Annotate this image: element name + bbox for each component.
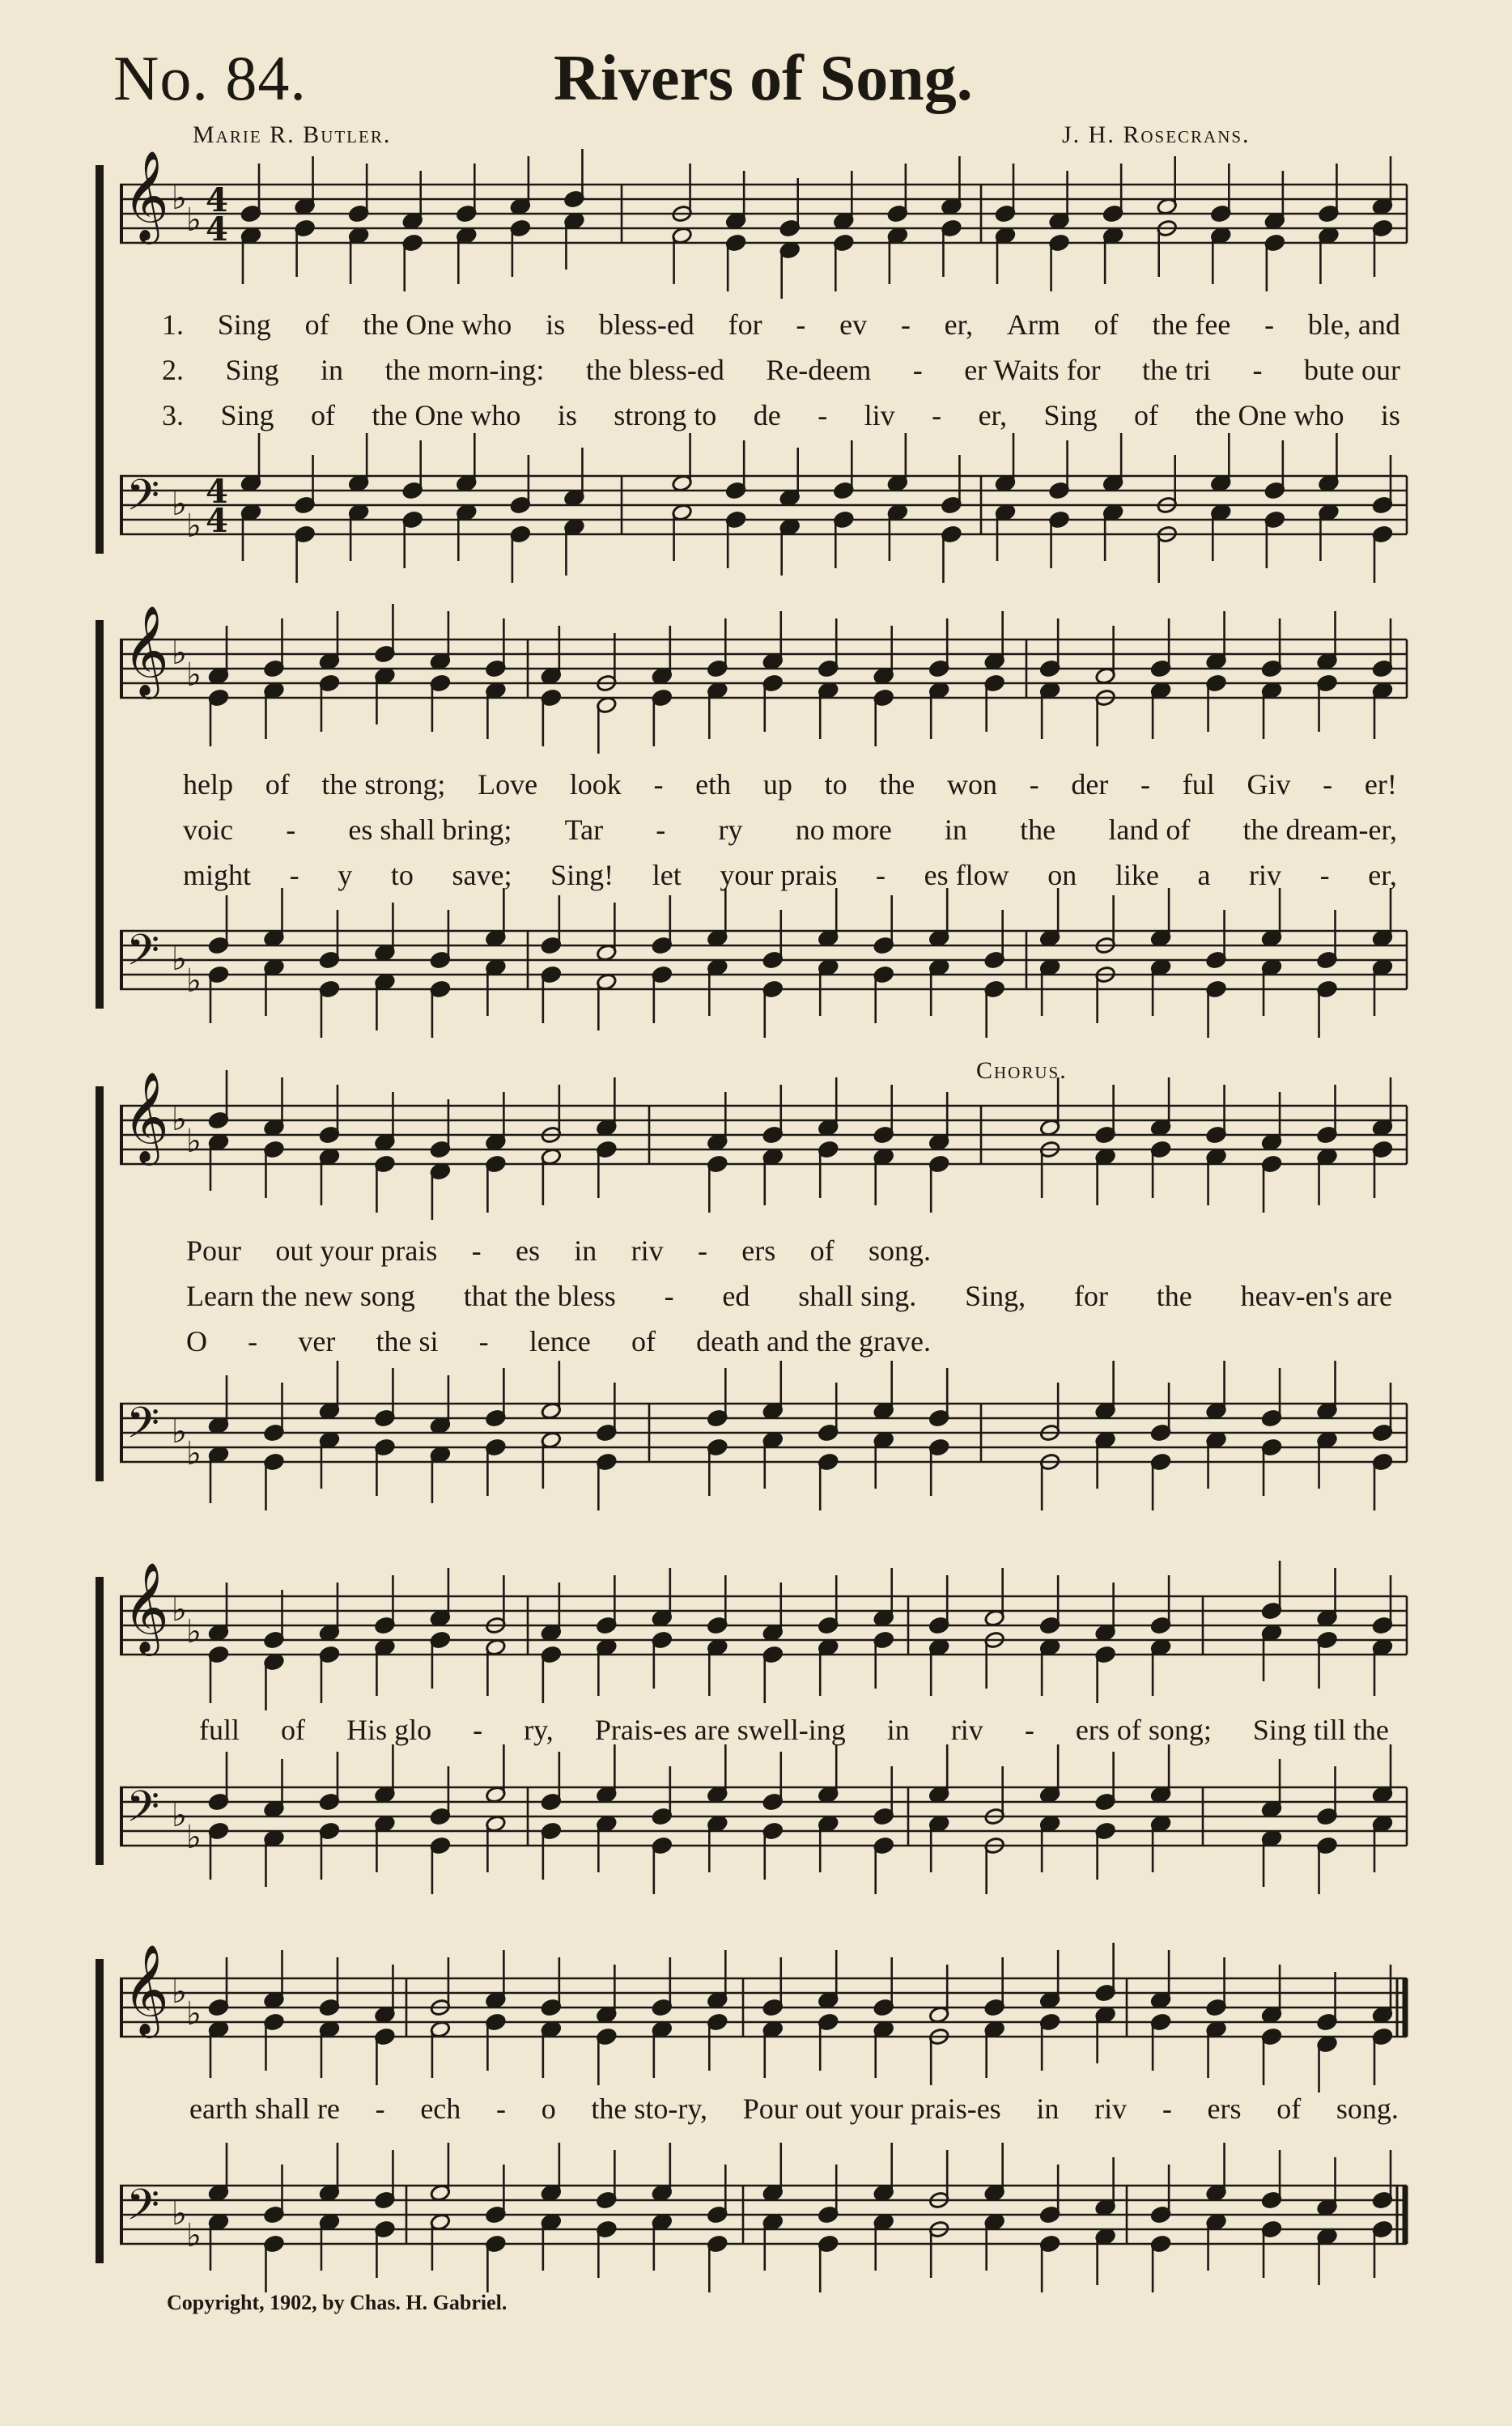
- lyric-syllable: liv: [864, 399, 895, 431]
- flat-sign: ♭: [172, 1591, 187, 1629]
- lyric-syllable: the fee: [1152, 308, 1231, 341]
- lyric-syllable: -: [1252, 354, 1263, 386]
- lyric-syllable: is: [1380, 399, 1400, 431]
- lyric-syllable: -: [289, 859, 299, 891]
- lyric-syllable: is: [546, 308, 566, 341]
- lyric-syllable: es shall bring;: [348, 814, 512, 846]
- lyric-syllable: the si: [376, 1325, 439, 1357]
- lyric-syllable: in: [1036, 2092, 1060, 2125]
- lyric-syllable: heav-en's are: [1240, 1280, 1392, 1312]
- lyric-syllable: that the bless: [463, 1280, 616, 1312]
- flat-sign: ♭: [186, 1613, 202, 1651]
- lyric-syllable: up: [762, 768, 792, 801]
- lyric-syllable: Sing till the: [1252, 1714, 1389, 1746]
- lyric-syllable: song.: [1336, 2092, 1399, 2125]
- lyric-syllable: the morn-ing:: [384, 354, 545, 386]
- flat-sign: ♭: [172, 941, 187, 978]
- lyric-syllable: your prais: [720, 859, 838, 891]
- lyric-syllable: land of: [1108, 814, 1191, 846]
- lyric-syllable: eth: [695, 768, 732, 801]
- lyric-syllable: Sing: [225, 354, 279, 386]
- lyric-syllable: Sing: [220, 399, 274, 431]
- flat-sign: ♭: [172, 486, 187, 523]
- lyric-syllable: of: [631, 1325, 656, 1357]
- lyric-syllable: -: [796, 308, 806, 341]
- lyric-syllable: a: [1197, 859, 1211, 891]
- bass-clef: 𝄢: [126, 1782, 160, 1842]
- lyric-syllable: er,: [944, 308, 974, 341]
- lyric-syllable: His glo: [346, 1714, 432, 1746]
- lyric-syllable: the One who: [372, 399, 521, 431]
- lyric-line-s3-v1: [186, 1234, 931, 1268]
- flat-sign: ♭: [172, 2195, 187, 2233]
- lyric-syllable: riv: [950, 1714, 983, 1746]
- lyric-line-s2-v1: [183, 767, 1397, 801]
- lyric-syllable: save;: [452, 859, 512, 891]
- flat-sign: ♭: [186, 1995, 202, 2033]
- lyric-syllable: of: [304, 308, 329, 341]
- lyric-syllable: of: [1134, 399, 1159, 431]
- lyric-line-s5: [189, 2092, 1399, 2126]
- lyric-syllable: er,: [978, 399, 1008, 431]
- bass-clef: 𝄢: [126, 926, 160, 986]
- lyric-syllable: Pour out your prais-es: [742, 2092, 1001, 2125]
- treble-clef: 𝄞: [123, 1071, 169, 1162]
- lyric-syllable: Sing: [1043, 399, 1098, 431]
- lyric-line-s2-v2: [183, 813, 1397, 847]
- lyric-syllable: er,: [1368, 859, 1397, 891]
- lyric-syllable: the sto-ry,: [591, 2092, 708, 2125]
- lyric-syllable: de: [753, 399, 781, 431]
- lyric-syllable: Sing!: [550, 859, 614, 891]
- lyric-syllable: the strong;: [321, 768, 446, 801]
- lyric-syllable: es flow: [924, 859, 1009, 891]
- flat-sign: ♭: [186, 656, 202, 694]
- lyric-syllable: 2.: [162, 354, 184, 386]
- lyric-syllable: Arm: [1006, 308, 1060, 341]
- lyric-syllable: of: [809, 1234, 835, 1267]
- lyric-syllable: -: [656, 814, 666, 846]
- lyric-syllable: in: [944, 814, 967, 846]
- lyric-syllable: out your prais: [275, 1234, 438, 1267]
- flat-sign: ♭: [172, 635, 187, 672]
- lyric-syllable: bless-ed: [598, 308, 694, 341]
- flat-sign: ♭: [186, 202, 202, 239]
- flat-sign: ♭: [186, 962, 202, 1000]
- lyric-line-s1-v1: [162, 308, 1400, 342]
- lyric-syllable: -: [471, 1234, 482, 1267]
- lyric-syllable: ed: [722, 1280, 750, 1312]
- lyric-syllable: the dream-er,: [1242, 814, 1397, 846]
- lyric-syllable: riv: [1094, 2092, 1128, 2125]
- flat-sign: ♭: [186, 1123, 202, 1160]
- time-signature: 4: [206, 473, 228, 511]
- hymn-title: Rivers of Song.: [554, 43, 973, 114]
- lyric-line-s4: [199, 1713, 1389, 1747]
- lyric-syllable: ry: [718, 814, 743, 846]
- lyric-line-s1-v2: [162, 353, 1400, 387]
- lyric-syllable: in: [886, 1714, 910, 1746]
- lyric-syllable: ful: [1182, 768, 1215, 801]
- lyric-syllable: won: [946, 768, 997, 801]
- lyric-syllable: look: [569, 768, 622, 801]
- lyric-syllable: Prais-es are swell-ing: [594, 1714, 846, 1746]
- lyric-syllable: the: [879, 768, 915, 801]
- lyric-syllable: full: [199, 1714, 240, 1746]
- lyric-syllable: ry,: [524, 1714, 554, 1746]
- system-bracket: [96, 620, 104, 1009]
- lyric-syllable: Pour: [186, 1234, 242, 1267]
- lyric-syllable: Tar: [564, 814, 604, 846]
- treble-clef: 𝄞: [123, 150, 169, 240]
- time-signature: 4: [206, 502, 228, 540]
- flat-sign: ♭: [172, 180, 187, 217]
- system-bracket: [96, 1577, 104, 1865]
- lyric-syllable: Sing: [217, 308, 271, 341]
- lyric-syllable: lence: [529, 1325, 591, 1357]
- lyric-syllable: O: [186, 1325, 207, 1357]
- lyric-syllable: riv: [1249, 859, 1282, 891]
- lyric-syllable: -: [1264, 308, 1275, 341]
- lyric-syllable: der: [1071, 768, 1109, 801]
- lyric-syllable: ver: [298, 1325, 336, 1357]
- lyric-syllable: ev: [839, 308, 868, 341]
- time-signature: 4: [206, 181, 228, 219]
- lyric-syllable: bute our: [1303, 354, 1400, 386]
- lyric-syllable: for: [1073, 1280, 1108, 1312]
- lyric-syllable: death and the grave.: [696, 1325, 931, 1357]
- lyric-syllable: er Waits for: [964, 354, 1101, 386]
- lyric-syllable: -: [697, 1234, 707, 1267]
- lyric-syllable: -: [912, 354, 923, 386]
- lyric-syllable: es: [515, 1234, 540, 1267]
- lyric-syllable: 3.: [162, 399, 184, 431]
- lyric-syllable: Giv: [1247, 768, 1291, 801]
- flat-sign: ♭: [186, 2217, 202, 2254]
- lyric-syllable: on: [1047, 859, 1077, 891]
- lyric-syllable: -: [1162, 2092, 1172, 2125]
- lyric-syllable: -: [286, 814, 296, 846]
- lyric-syllable: -: [1024, 1714, 1034, 1746]
- lyric-line-s1-v3: [162, 398, 1400, 432]
- system-bracket: [96, 1086, 104, 1481]
- lyric-syllable: -: [653, 768, 664, 801]
- bass-clef: 𝄢: [126, 2181, 160, 2241]
- lyric-syllable: song.: [868, 1234, 931, 1267]
- lyric-syllable: -: [478, 1325, 489, 1357]
- composer-credit: J. H. Rosecrans.: [1062, 121, 1251, 148]
- flat-sign: ♭: [186, 1819, 202, 1856]
- lyric-syllable: -: [248, 1325, 258, 1357]
- lyric-syllable: -: [375, 2092, 385, 2125]
- lyric-syllable: o: [541, 2092, 556, 2125]
- treble-clef: 𝄞: [123, 605, 169, 695]
- lyric-syllable: no more: [795, 814, 892, 846]
- bass-clef: 𝄢: [126, 471, 160, 531]
- hymn-number: No. 84.: [113, 43, 307, 113]
- lyric-syllable: ers: [1207, 2092, 1242, 2125]
- flat-sign: ♭: [172, 1797, 187, 1834]
- lyric-syllable: -: [1029, 768, 1039, 801]
- treble-clef: 𝄞: [123, 1944, 169, 2034]
- lyric-syllable: in: [574, 1234, 597, 1267]
- bass-clef: 𝄢: [126, 1399, 160, 1459]
- lyric-syllable: -: [818, 399, 828, 431]
- lyric-syllable: -: [932, 399, 942, 431]
- lyric-syllable: voic: [183, 814, 233, 846]
- lyric-syllable: ers of song;: [1075, 1714, 1212, 1746]
- lyric-syllable: help: [183, 768, 233, 801]
- lyric-syllable: let: [652, 859, 682, 891]
- lyric-syllable: -: [664, 1280, 674, 1312]
- flat-sign: ♭: [172, 1413, 187, 1451]
- lyric-syllable: of: [1276, 2092, 1302, 2125]
- treble-clef: 𝄞: [123, 1561, 169, 1652]
- lyric-syllable: Sing,: [965, 1280, 1026, 1312]
- lyric-syllable: the: [1156, 1280, 1192, 1312]
- lyric-syllable: might: [183, 859, 252, 891]
- lyric-syllable: in: [320, 354, 343, 386]
- lyric-syllable: earth shall re: [189, 2092, 340, 2125]
- chorus-label: Chorus.: [976, 1057, 1068, 1084]
- lyric-line-s2-v3: [183, 858, 1397, 892]
- system-bracket: [96, 1959, 104, 2263]
- lyric-syllable: Love: [478, 768, 538, 801]
- lyric-syllable: the: [1020, 814, 1056, 846]
- lyric-syllable: of: [281, 1714, 306, 1746]
- lyric-syllable: 1.: [162, 308, 184, 341]
- lyric-syllable: the tri: [1142, 354, 1212, 386]
- copyright-notice: Copyright, 1902, by Chas. H. Gabriel.: [167, 2291, 508, 2314]
- lyricist-credit: Marie R. Butler.: [193, 121, 392, 148]
- lyric-syllable: ble, and: [1307, 308, 1400, 341]
- lyric-syllable: the bless-ed: [585, 354, 724, 386]
- lyric-syllable: Re-deem: [766, 354, 872, 386]
- lyric-syllable: the One who: [1195, 399, 1344, 431]
- lyric-syllable: riv: [631, 1234, 664, 1267]
- lyric-syllable: er!: [1364, 768, 1397, 801]
- lyric-syllable: ech: [420, 2092, 461, 2125]
- flat-sign: ♭: [186, 1435, 202, 1472]
- lyric-syllable: Learn the new song: [186, 1280, 415, 1312]
- flat-sign: ♭: [172, 1101, 187, 1138]
- lyric-syllable: -: [1319, 859, 1330, 891]
- lyric-syllable: of: [1094, 308, 1119, 341]
- lyric-syllable: -: [900, 308, 911, 341]
- lyric-syllable: y: [338, 859, 353, 891]
- lyric-syllable: -: [495, 2092, 506, 2125]
- lyric-syllable: -: [473, 1714, 483, 1746]
- lyric-syllable: strong to: [614, 399, 717, 431]
- system-bracket: [96, 165, 104, 554]
- lyric-syllable: to: [824, 768, 847, 801]
- lyric-syllable: -: [1323, 768, 1333, 801]
- lyric-syllable: ers: [741, 1234, 776, 1267]
- lyric-syllable: for: [728, 308, 762, 341]
- lyric-syllable: of: [310, 399, 335, 431]
- flat-sign: ♭: [186, 508, 202, 545]
- lyric-line-s3-v2: [186, 1279, 1392, 1313]
- lyric-syllable: the One who: [363, 308, 512, 341]
- lyric-line-s3-v3: [186, 1324, 931, 1358]
- lyric-syllable: -: [1140, 768, 1151, 801]
- lyric-syllable: like: [1115, 859, 1159, 891]
- lyric-syllable: to: [390, 859, 414, 891]
- time-signature: 4: [206, 210, 228, 249]
- lyric-syllable: is: [557, 399, 577, 431]
- lyric-syllable: shall sing.: [798, 1280, 917, 1312]
- flat-sign: ♭: [172, 1974, 187, 2011]
- lyric-syllable: -: [875, 859, 886, 891]
- lyric-syllable: of: [265, 768, 290, 801]
